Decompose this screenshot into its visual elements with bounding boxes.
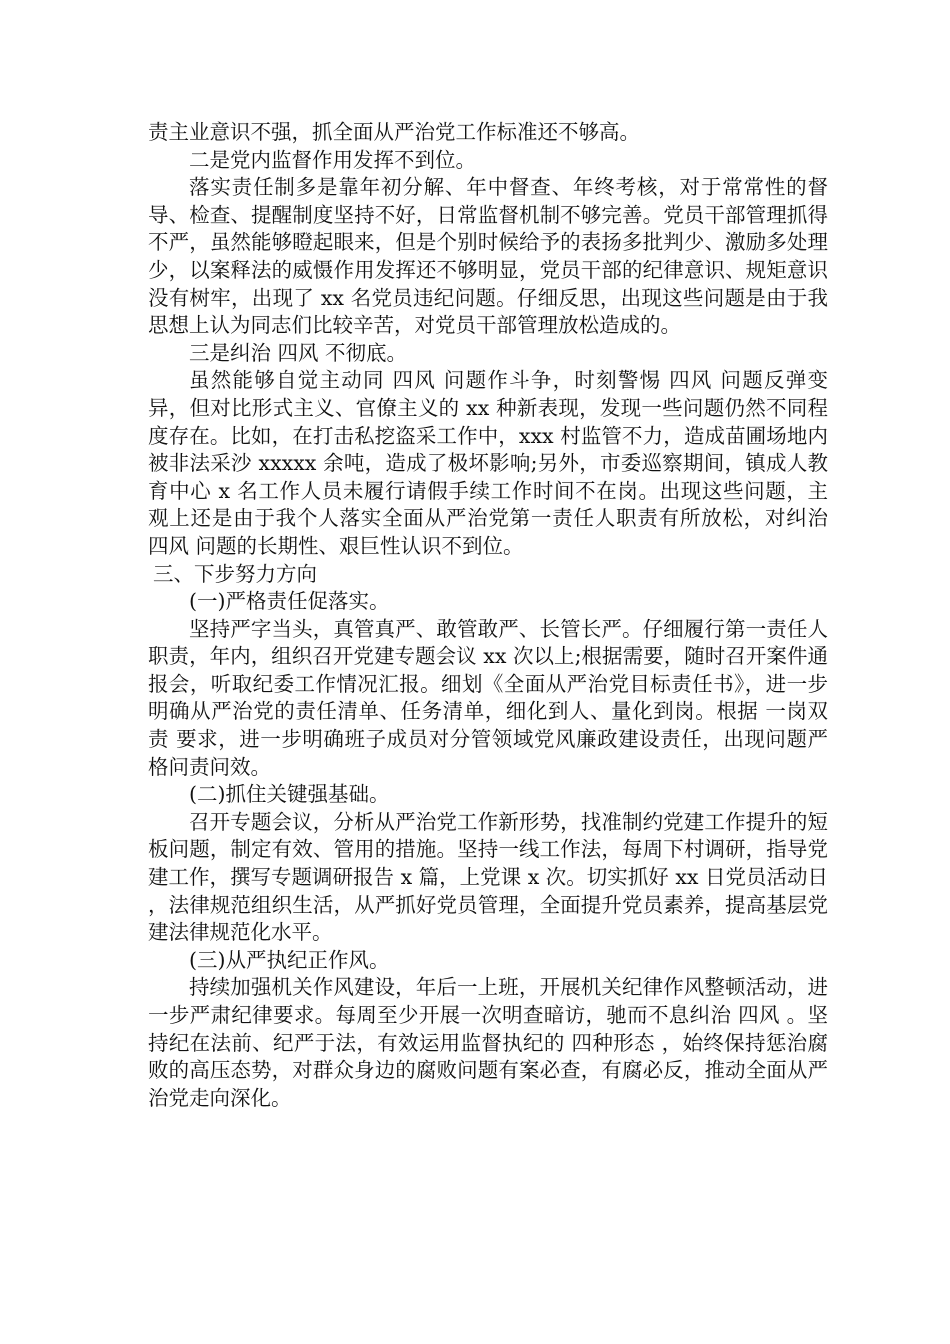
subheading-supervision: 二是党内监督作用发挥不到位。 [189,147,476,172]
paragraph-foundation: 召开专题会议，分析从严治党工作新形势，找准制约党建工作提升的短板问题，制定有效、管用的措施。坚持一线工作法，每周下村调研，指导党建工作，撰写专题调研报告 x 篇，上党课 x 次。切实抓好 xx 日党员活动日 ，法律规范组织生活，从严抓好党员管理，全面提升党员素养，提高基层党建法律规范化水平。 [148,809,828,945]
subheading-four-winds: 三是纠治 四风 不彻底。 [189,340,408,365]
paragraph-continuation: 责主业意识不强，抓全面从严治党工作标准还不够高。 [148,120,640,144]
paragraph-responsibility: 坚持严字当头，真管真严、敢管敢严、长管长严。仔细履行第一责任人职责，年内，组织召开党建专题会议 xx 次以上;根据需要，随时召开案件通报会，听取纪委工作情况汇报。细划《全面从严治党目标责任书》，进一步明确从严治党的责任清单、任务清单，细化到人、量化到岗。根据 一岗双责 要求，进一步明确班子成员对分管领域党风廉政建设责任，出现问题严格问责问效。 [148,616,828,779]
subheading-discipline: (三)从严执纪正作风。 [189,947,390,972]
subheading-foundation: (二)抓住关键强基础。 [189,782,390,807]
document-body [148,119,828,1112]
paragraph-discipline: 持续加强机关作风建设，年后一上班，开展机关纪律作风整顿活动，进一步严肃纪律要求。每周至少开展一次明查暗访，驰而不息纠治 四风 。坚持纪在法前、纪严于法，有效运用监督执纪的 四种形态 ，始终保持惩治腐败的高压态势，对群众身边的腐败问题有案必查，有腐必反，推动全面从严治党走向深化。 [148,975,828,1110]
paragraph-four-winds: 虽然能够自觉主动同 四风 问题作斗争，时刻警惕 四风 问题反弹变异，但对比形式主义、官僚主义的 xx 种新表现，发现一些问题仍然不同程度存在。比如，在打击私挖盗采工作中，xxx 村监管不力，造成苗圃场地内被非法采沙 xxxxx 余吨，造成了极坏影响;另外，市委巡察期间，镇成人教育中心 x 名工作人员未履行请假手续工作时间不在岗。出现这些问题，主观上还是由于我个人落实全面从严治党第一责任人职责有所放松，对纠治 四风 问题的长期性、艰巨性认识不到位。 [148,368,828,558]
paragraph-supervision: 落实责任制多是靠年初分解、年中督查、年终考核，对于常常性的督导、检查、提醒制度坚持不好，日常监督机制不够完善。党员干部管理抓得不严，虽然能够瞪起眼来，但是个别时候给予的表扬多批判少、激励多处理少，以案释法的威慑作用发挥还不够明显，党员干部的纪律意识、规矩意识没有树牢，出现了 xx 名党员违纪问题。仔细反思，出现这些问题是由于我思想上认为同志们比较辛苦，对党员干部管理放松造成的。 [148,175,828,338]
section-heading-next-steps: 三、下步努力方向 [153,561,317,586]
subheading-responsibility: (一)严格责任促落实。 [189,589,390,614]
